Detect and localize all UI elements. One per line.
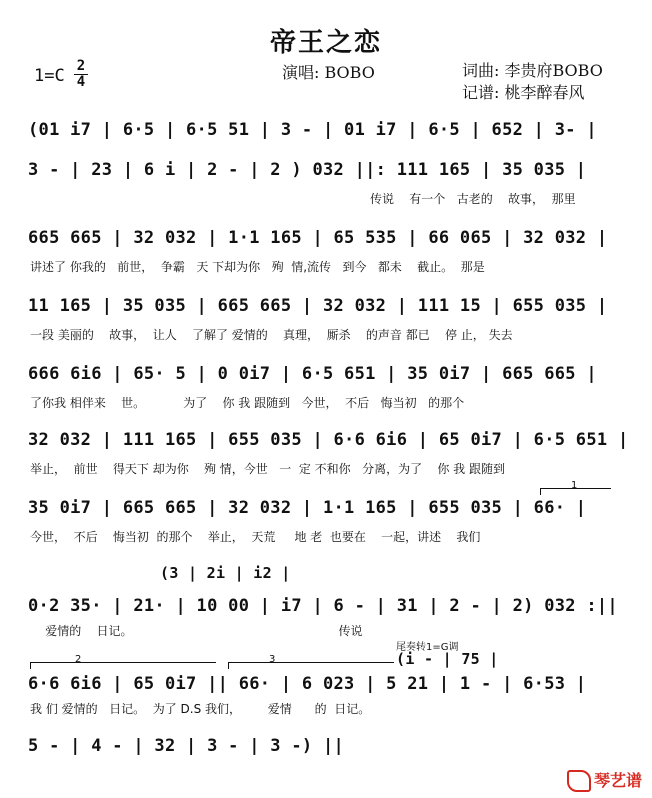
transcriber-label: 记谱: 桃李醉春风 (462, 83, 585, 102)
score-row-8: 0·2 35· | 21· | 10 00 | i7 | 6 - | 31 | 2 - | 2) 032 :|| (28, 596, 618, 616)
lyric-row-6: 举止， 前世 得天下 却为你 殉 情，今世 一 定 不和你 分离，为了 你 我 跟随到 (30, 462, 505, 476)
score-row-10: 5 - | 4 - | 32 | 3 - | 3 -) || (28, 736, 345, 756)
key-signature: 1=C (34, 66, 65, 86)
watermark-logo (567, 768, 642, 793)
time-signature-top: 2 (76, 58, 86, 74)
volta-bracket-1: 1 (540, 488, 611, 495)
lyric-row-8: 爱情的 日记。 传说 (30, 624, 363, 638)
score-row-9: 6·6 6i6 | 65 0i7 || 66· | 6 023 | 5 21 | 1 - | 6·53 | (28, 674, 587, 694)
logo-icon (567, 770, 591, 792)
time-signature-bottom: 4 (76, 74, 86, 90)
score-row-2: 3 - | 23 | 6 i | 2 - | 2 ) 032 ||: 111 165 | 35 035 | (28, 160, 587, 180)
lyric-row-9: 我 们 爱情的 日记。 为了 D.S 我们， 爱情 的 日记。 (30, 702, 371, 716)
lyric-row-5: 了你我 相伴来 世。 为了 你 我 跟随到 今世， 不后 悔当初 的那个 (30, 396, 465, 410)
score-row-3: 665 665 | 32 032 | 1·1 165 | 65 535 | 66 065 | 32 032 | (28, 228, 608, 248)
volta-bracket-3: 3 (228, 662, 394, 669)
volta-bracket-2: 2 (30, 662, 216, 669)
coda-note: 尾奏转1=G调 (396, 642, 459, 653)
singer-label: 演唱: BOBO (282, 63, 375, 82)
score-row-5: 666 6i6 | 65· 5 | 0 0i7 | 6·5 651 | 35 0i7 | 665 665 | (28, 364, 597, 384)
score-row-1: (01 i7 | 6·5 | 6·5 51 | 3 - | 01 i7 | 6·5 | 652 | 3- | (28, 120, 597, 140)
lyric-row-7: 今世， 不后 悔当初 的那个 举止， 天荒 地 老 也要在 一起，讲述 我们 (30, 530, 481, 544)
lyric-row-3: 讲述了 你我的 前世， 争霸 天 下却为你 殉 情,流传 到今 都未 截止。 那是 (30, 260, 485, 274)
score-row-6: 32 032 | 111 165 | 655 035 | 6·6 6i6 | 65 0i7 | 6·5 651 | (28, 430, 629, 450)
time-signature (74, 60, 88, 89)
lyric-row-4: 一段 美丽的 故事， 让人 了解了 爱情的 真理， 厮杀 的声音 都已 停 止， 失去 (30, 328, 513, 342)
watermark-text: 琴艺谱 (593, 770, 642, 790)
alt-line-a: (3 | 2i | i2 | (160, 564, 291, 582)
lyricist-label: 词曲: 李贵府BOBO (462, 61, 603, 80)
score-row-7: 35 0i7 | 665 665 | 32 032 | 1·1 165 | 655 035 | 66· | (28, 498, 587, 518)
alt-line-b: (i - | 75 | (396, 650, 499, 668)
score-row-4: 11 165 | 35 035 | 665 665 | 32 032 | 111 15 | 655 035 | (28, 296, 608, 316)
lyric-row-2: 传说 有一个 古老的 故事， 那里 (370, 192, 576, 206)
page-title: 帝王之恋 (269, 28, 382, 58)
